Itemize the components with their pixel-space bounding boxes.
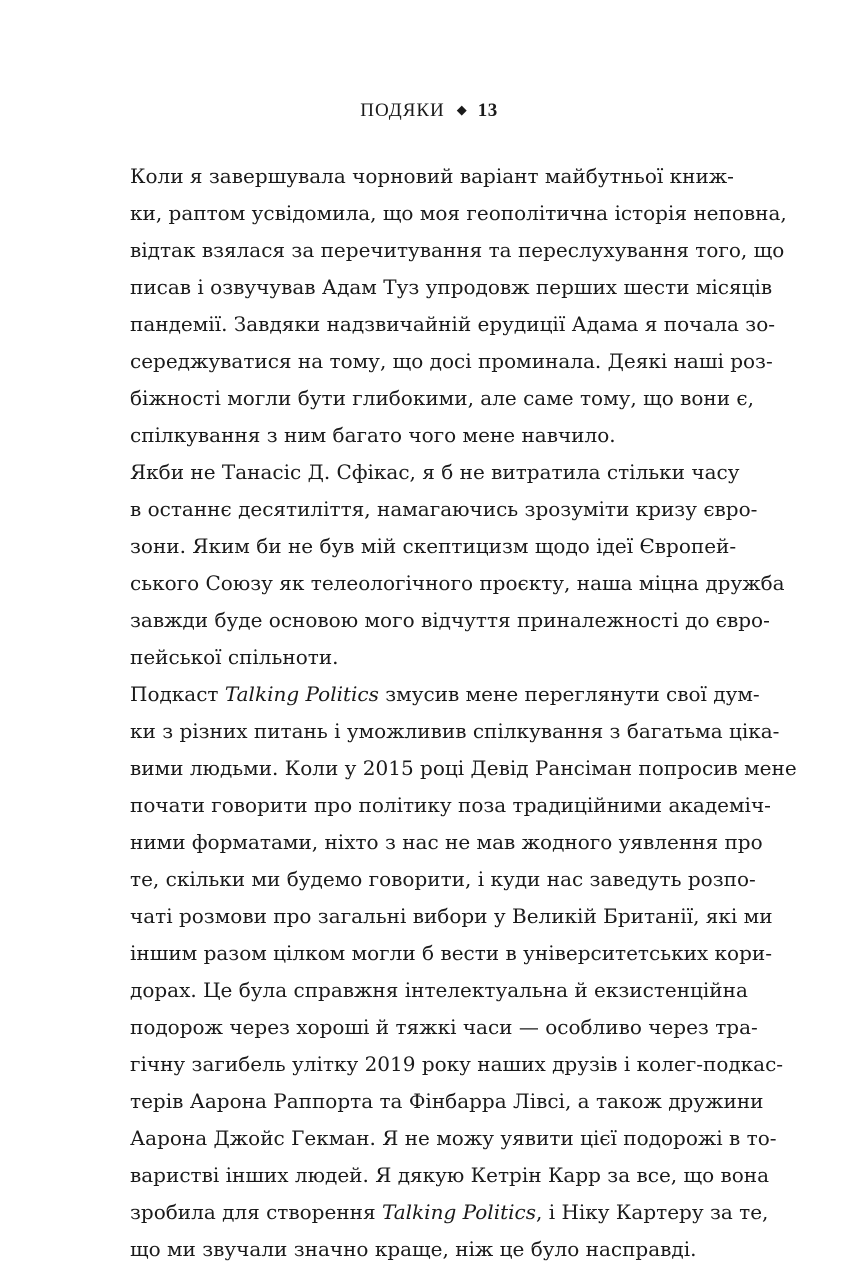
text-line: подорож через хороші й тяжкі часи — особливо через тра- <box>130 1015 758 1039</box>
text-line <box>130 676 760 713</box>
text-line: відтак взялася за перечитування та переслухування того, що <box>130 238 785 262</box>
text-line: дорах. Це була справжня інтелектуальна й екзистенційна <box>130 978 748 1002</box>
text-line: терів Аарона Раппорта та Фінбарра Лівсі, а також дружини <box>130 1089 764 1113</box>
text-line: варистві інших людей. Я дякую Кетрін Карр за все, що вона <box>130 1163 770 1187</box>
text-line: Якби не Танасіс Д. Сфікас, я б не витратила стільки часу <box>130 460 740 484</box>
section-title: ПОДЯКИ <box>360 100 445 121</box>
text-line: ського Союзу як телеологічного проєкту, наша міцна дружба <box>130 571 785 595</box>
text-line: гічну загибель улітку 2019 року наших друзів і колег-подкас- <box>130 1052 784 1076</box>
text-line: ки з різних питань і уможливив спілкування з багатьма ціка- <box>130 719 780 743</box>
text-line: спілкування з ним багато чого мене навчило. <box>130 423 616 447</box>
paragraph-3 <box>130 676 797 1268</box>
page-number: 13 <box>477 100 498 121</box>
text-line: почати говорити про політику поза традиційними академіч- <box>130 793 771 817</box>
text-line: біжності могли бути глибокими, але саме тому, що вони є, <box>130 386 754 410</box>
text-line: вими людьми. Коли у 2015 році Девід Рансіман попросив мене <box>130 756 797 780</box>
text-line: пандемії. Завдяки надзвичайній ерудиції Адама я почала зо- <box>130 312 775 336</box>
text-segment: змусив мене переглянути свої дум- <box>378 682 760 706</box>
text-segment: Подкаст <box>130 682 225 706</box>
text-line: ки, раптом усвідомила, що моя геополітична історія неповна, <box>130 201 787 225</box>
text-line: іншим разом цілком могли б вести в університетських кори- <box>130 941 772 965</box>
text-line: завжди буде основою мого відчуття приналежності до євро- <box>130 608 770 632</box>
body-text <box>130 158 797 1268</box>
podcast-title: Talking Politics <box>381 1200 536 1224</box>
text-line: зони. Яким би не був мій скептицизм щодо ідеї Європей- <box>130 534 737 558</box>
text-segment: зробила для створення <box>130 1200 382 1224</box>
text-line: писав і озвучував Адам Туз упродовж перших шести місяців <box>130 275 773 299</box>
text-line: Коли я завершувала чорновий варіант майбутньої книж- <box>130 164 734 188</box>
text-line: пейської спільноти. <box>130 645 339 669</box>
text-line: чаті розмови про загальні вибори у Великій Британії, які ми <box>130 904 773 928</box>
text-line: середжуватися на тому, що досі проминала. Деякі наші роз- <box>130 349 773 373</box>
paragraph-1 <box>130 158 787 454</box>
text-line: Аарона Джойс Гекман. Я не можу уявити цієї подорожі в то- <box>130 1126 777 1150</box>
diamond-separator-icon: ◆ <box>456 102 468 117</box>
podcast-title: Talking Politics <box>224 682 379 706</box>
text-line: в останнє десятиліття, намагаючись зрозуміти кризу євро- <box>130 497 758 521</box>
text-segment: , і Ніку Картеру за те, <box>536 1200 769 1224</box>
running-head <box>0 100 858 122</box>
text-line: те, скільки ми будемо говорити, і куди нас заведуть розпо- <box>130 867 756 891</box>
text-line: ними форматами, ніхто з нас не мав жодного уявлення про <box>130 830 763 854</box>
paragraph-2 <box>130 454 785 676</box>
text-line: що ми звучали значно краще, ніж це було насправді. <box>130 1237 697 1261</box>
